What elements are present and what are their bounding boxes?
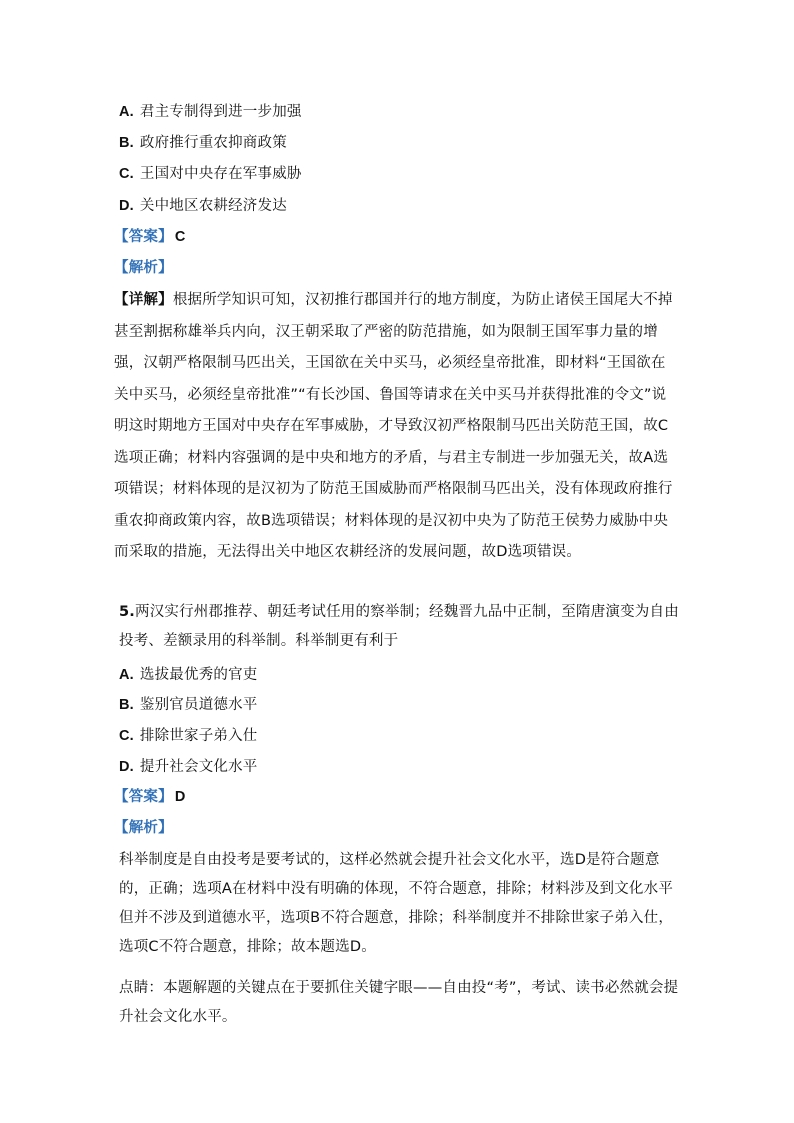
option-letter: B. <box>119 135 134 151</box>
answer-value: D <box>174 789 186 805</box>
q4-analysis-heading <box>114 258 173 278</box>
analysis-text: 科举制度是自由投考是要考试的，这样必然就会提升社会文化水平，选D是符合题意的，正确；选项A在材料中没有明确的体现，不符合题意，排除；材料涉及到文化水平但并不涉及到道德水平，选项B不符合题意，排除；科举制度并不排除世家子弟入仕，选项C不符合题意，排除；故本题选D。 <box>119 852 674 955</box>
detail-text: 根据所学知识可知，汉初推行郡国并行的地方制度，为防止诸侯王国尾大不掉甚至割据称雄举兵内向，汉王朝采取了严密的防范措施，如为限制王国军事力量的增强，汉朝严格限制马匹出关，王国欲在关中买马，必须经皇帝批准，即材料“王国欲在关中买马，必须经皇帝批准”“有长沙国、鲁国等请求在关中买马并获得批准的令文”说明这时期地方王国对中央存在军事威胁，才导致汉初严格限制马匹出关防范王国，故C选项正确；材料内容强调的是中央和地方的矛盾，与君主专制进一步加强无关，故A选项错误；材料体现的是汉初为了防范王国威胁而严格限制马匹出关，没有体现政府推行重农抑商政策内容，故B选项错误；材料体现的是汉初中央为了防范王侯势力威胁中央而采取的措施，无法得出关中地区农耕经济的发展问题，故D选项错误。 <box>114 292 673 560</box>
q4-option-b <box>119 133 287 153</box>
option-text: 政府推行重农抑商政策 <box>139 135 287 151</box>
q5-analysis-heading <box>114 818 173 838</box>
q5-stem <box>119 598 679 656</box>
q5-option-c <box>119 726 258 746</box>
q4-option-d <box>119 196 287 216</box>
analysis-label: 【解析】 <box>114 820 173 836</box>
option-letter: B. <box>119 697 134 713</box>
option-text: 提升社会文化水平 <box>139 759 258 775</box>
analysis-label: 【解析】 <box>114 260 173 276</box>
option-text: 排除世家子弟入仕 <box>139 728 258 744</box>
option-text: 君主专制得到进一步加强 <box>139 104 302 120</box>
q5-analysis-paragraph <box>119 846 679 962</box>
q5-note-paragraph <box>119 974 679 1032</box>
option-letter: C. <box>119 728 134 744</box>
q4-answer <box>114 227 185 247</box>
option-letter: D. <box>119 759 134 775</box>
option-letter: A. <box>119 104 134 120</box>
option-text: 鉴别官员道德水平 <box>139 697 258 713</box>
q4-option-a <box>119 102 302 122</box>
q5-option-d <box>119 757 258 777</box>
question-stem: 两汉实行州郡推荐、朝廷考试任用的察举制；经魏晋九品中正制，至隋唐演变为自由投考、差额录用的科举制。科举制更有利于 <box>119 604 679 649</box>
answer-label: 【答案】 <box>114 229 173 245</box>
option-letter: A. <box>119 667 134 683</box>
q5-option-a <box>119 665 258 685</box>
q4-detail-paragraph <box>114 285 680 569</box>
option-text: 关中地区农耕经济发达 <box>139 198 287 214</box>
q4-option-c <box>119 164 302 184</box>
option-letter: C. <box>119 166 134 182</box>
option-text: 选拔最优秀的官吏 <box>139 667 258 683</box>
q5-answer <box>114 787 185 807</box>
option-letter: D. <box>119 198 134 214</box>
answer-value: C <box>174 229 186 245</box>
answer-label: 【答案】 <box>114 789 173 805</box>
detail-label: 【详解】 <box>114 292 173 308</box>
q5-option-b <box>119 695 258 715</box>
note-text: 点睛：本题解题的关键点在于要抓住关键字眼——自由投“考”，考试、读书必然就会提升社会文化水平。 <box>119 980 679 1025</box>
question-number: 5. <box>119 604 135 620</box>
option-text: 王国对中央存在军事威胁 <box>139 166 302 182</box>
